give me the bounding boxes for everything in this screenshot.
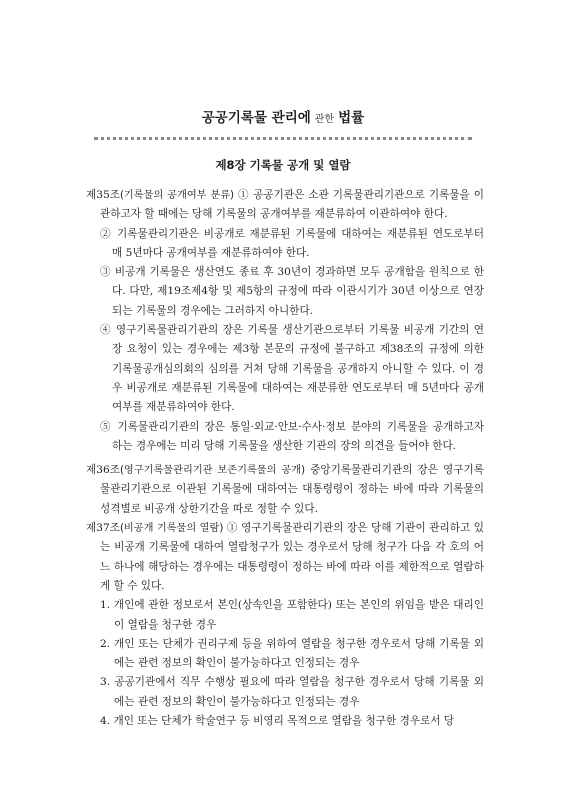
article-caption: (영구기록물관리기관 보존기록물의 공개) — [119, 465, 306, 477]
title-main: 공공기록물 관리에 — [201, 110, 311, 126]
article-35-paragraph-4 — [86, 321, 484, 417]
list-item: 1. 개인에 관한 정보로서 본인(상속인을 포함한다) 또는 본인의 위임을 받은 대리인이 열람을 청구한 경우 — [100, 599, 484, 631]
article-caption: (비공개 기록물의 열람) — [119, 523, 224, 535]
article-35-paragraph-3 — [86, 263, 484, 321]
list-item: 4. 개인 또는 단체가 학술연구 등 비영리 목적으로 열람을 청구한 경우로서 당 — [100, 715, 455, 728]
chapter-heading: 제8장 기록물 공개 및 열람 — [215, 158, 351, 172]
article-36-heading — [86, 461, 484, 519]
document-body — [86, 186, 484, 731]
article-35-paragraph-5 — [86, 418, 484, 457]
paragraph: ⑤ 기록물관리기관의 장은 통일·외교·안보·수사·정보 분야의 기록물을 공개하고자 하는 경우에는 미리 당해 기록물을 생산한 기관의 장의 의견을 들어야 한다. — [100, 420, 484, 452]
document-title — [0, 106, 566, 126]
title-small: 관한 — [314, 114, 335, 125]
article-number: 제36조 — [86, 464, 120, 477]
paragraph: ① 공공기관은 소관 기록물관리기관으로 기록물을 이관하고자 할 때에는 당해 기록물의 공개여부를 재분류하여 이관하여야 한다. — [100, 189, 484, 221]
article-35-paragraph-2 — [86, 225, 484, 264]
article-number: 제37조 — [86, 522, 120, 535]
article-number: 제35조 — [86, 189, 120, 201]
paragraph: ③ 비공개 기록물은 생산연도 종료 후 30년이 경과하면 모두 공개함을 원칙으로 한다. 다만, 제19조제4항 및 제5항의 규정에 따라 이관시기가 30년 이상으로 연장되는 기록물의 경우에는 그러하지 아니한다. — [100, 266, 484, 317]
list-item: 2. 개인 또는 단체가 권리구제 등을 위하여 열람을 청구한 경우로서 당해 기록물 외에는 관련 정보의 확인이 불가능하다고 인정되는 경우 — [100, 637, 484, 670]
article-37-heading — [86, 519, 484, 596]
article-caption: (기록물의 공개여부 분류) — [119, 190, 235, 201]
title-end: 법률 — [338, 110, 365, 126]
article-35-heading — [86, 186, 484, 225]
list-item: 3. 공공기관에서 직무 수행상 필요에 따라 열람을 청구한 경우로서 당해 기록물 외에는 관련 정보의 확인이 불가능하다고 인정되는 경우 — [100, 676, 484, 708]
article-text: ① 영구기록물관리기관의 장은 당해 기관이 관리하고 있는 비공개 기록물에 대하여 열람청구가 있는 경우로서 당해 청구가 다음 각 호의 어느 하나에 해당하는 경우에는 대통령령이 정하는 바에 따라 이를 제한적으로 열람하게 할 수 있다. — [100, 522, 484, 592]
paragraph: ④ 영구기록물관리기관의 장은 기록물 생산기관으로부터 기록물 비공개 기간의 연장 요청이 있는 경우에는 제3항 본문의 규정에 불구하고 제38조의 규정에 의한 기록물공개심의회의 심의를 거쳐 당해 기록물을 공개하지 아니할 수 있다. 이 경우 비공개로 재분류된 기록물에 대하여는 재분류한 연도로부터 매 5년마다 공개여부를 재분류하여야 한다. — [100, 324, 484, 414]
paragraph: ② 기록물관리기관은 비공개로 재분류된 기록물에 대하여는 재분류된 연도로부터 매 5년마다 공개여부를 재분류하여야 한다. — [100, 227, 484, 259]
article-text: 중앙기록물관리기관의 장은 영구기록물관리기관으로 이관된 기록물에 대하여는 대통령령이 정하는 바에 따라 기록물의 성격별로 비공개 상한기간을 따로 정할 수 있다. — [100, 464, 484, 515]
dotted-divider — [94, 137, 472, 140]
